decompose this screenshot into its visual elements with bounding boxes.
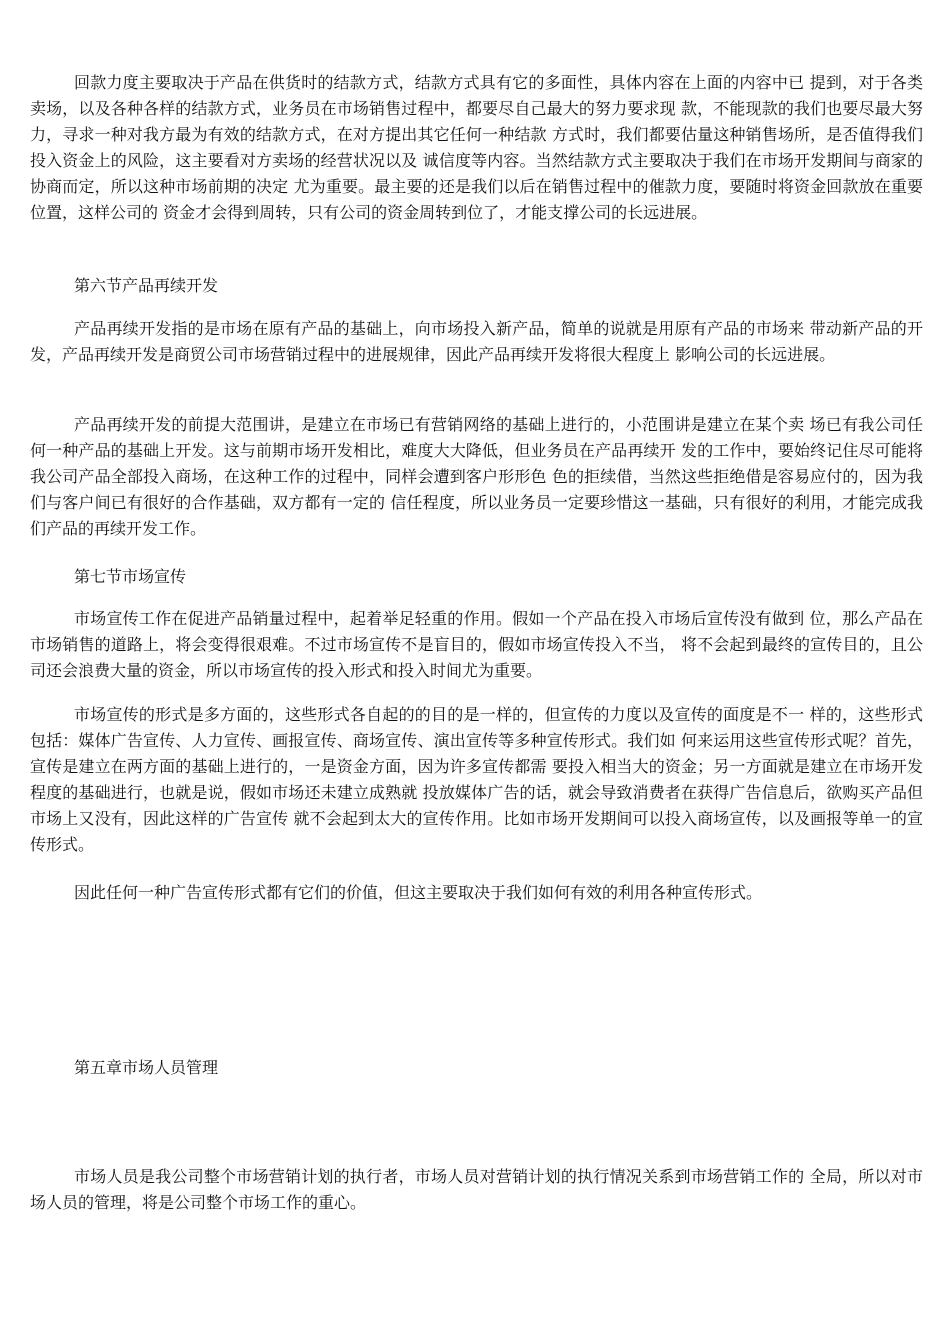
chapter-heading-personnel-management: 第五章市场人员管理	[74, 1058, 219, 1077]
paragraph-promotion-conclusion: 因此任何一种广告宣传形式都有它们的价值，但这主要取决于我们如何有效的利用各种宣传形式。	[74, 883, 763, 902]
paragraph-promotion-forms: 市场宣传的形式是多方面的，这些形式各自起的的目的是一样的，但宣传的力度以及宣传的面度是不一 样的，这些形式包括：媒体广告宣传、人力宣传、画报宣传、商场宣传、演出宣传等多种宣传形式。我们如 何来运用这些宣传形式呢？首先，宣传是建立在两方面的基础上进行的，一是资金方面，因为许多宣传都需 要投入相当大的资金；另一方面就是建立在市场开发程度的基础进行，也就是说，假如市场还未建立成熟就 投放媒体广告的话，就会导致消费者在获得广告信息后，欲购买产品但市场上又没有，因此这样的广告宣传 就不会起到太大的宣传作用。比如市场开发期间可以投入商场宣传，以及画报等单一的宣传形式。	[30, 705, 923, 854]
section-heading-market-promotion: 第七节市场宣传	[74, 567, 187, 586]
paragraph-redevelopment-premise: 产品再续开发的前提大范围讲，是建立在市场已有营销网络的基础上进行的，小范围讲是建立在某个卖 场已有我公司任何一种产品的基础上开发。这与前期市场开发相比，难度大大降低，但业务员在产品再续开 发的工作中，要始终记住尽可能将我公司产品全部投入商场，在这种工作的过程中，同样会遭到客户形形色 色的拒续借，当然这些拒绝借是容易应付的，因为我们与客户间已有很好的合作基础，双方都有一定的 信任程度，所以业务员一定要珍惜这一基础，只有很好的利用，才能完成我们产品的再续开发工作。	[30, 415, 923, 538]
paragraph-redevelopment-definition: 产品再续开发指的是市场在原有产品的基础上，向市场投入新产品，简单的说就是用原有产品的市场来 带动新产品的开发，产品再续开发是商贸公司市场营销过程中的进展规律，因此产品再续开发将很大程度上 影响公司的长远进展。	[30, 319, 923, 364]
paragraph-promotion-importance: 市场宣传工作在促进产品销量过程中，起着举足轻重的作用。假如一个产品在投入市场后宣传没有做到 位，那么产品在市场销售的道路上，将会变得很艰难。不过市场宣传不是盲目的，假如市场宣传投入不当， 将不会起到最终的宣传目的，且公司还会浪费大量的资金，所以市场宣传的投入形式和投入时间尤为重要。	[30, 609, 923, 680]
section-heading-product-redevelopment: 第六节产品再续开发	[74, 276, 219, 295]
paragraph-personnel-intro: 市场人员是我公司整个市场营销计划的执行者，市场人员对营销计划的执行情况关系到市场营销工作的 全局，所以对市场人员的管理，将是公司整个市场工作的重心。	[30, 1167, 923, 1212]
paragraph-payment-collection: 回款力度主要取决于产品在供货时的结款方式，结款方式具有它的多面性，具体内容在上面的内容中已 提到，对于各类卖场，以及各种各样的结款方式，业务员在市场销售过程中，都要尽自己最大的努力要求现 款，不能现款的我们也要尽最大努力，寻求一种对我方最为有效的结款方式，在对方提出其它任何一种结款 方式时，我们都要估量这种销售场所，是否值得我们投入资金上的风险，这主要看对方卖场的经营状况以及 诚信度等内容。当然结款方式主要取决于我们在市场开发期间与商家的协商而定，所以这种市场前期的决定 尤为重要。最主要的还是我们以后在销售过程中的催款力度，要随时将资金回款放在重要位置，这样公司的 资金才会得到周转，只有公司的资金周转到位了，才能支撑公司的长远进展。	[30, 73, 923, 222]
